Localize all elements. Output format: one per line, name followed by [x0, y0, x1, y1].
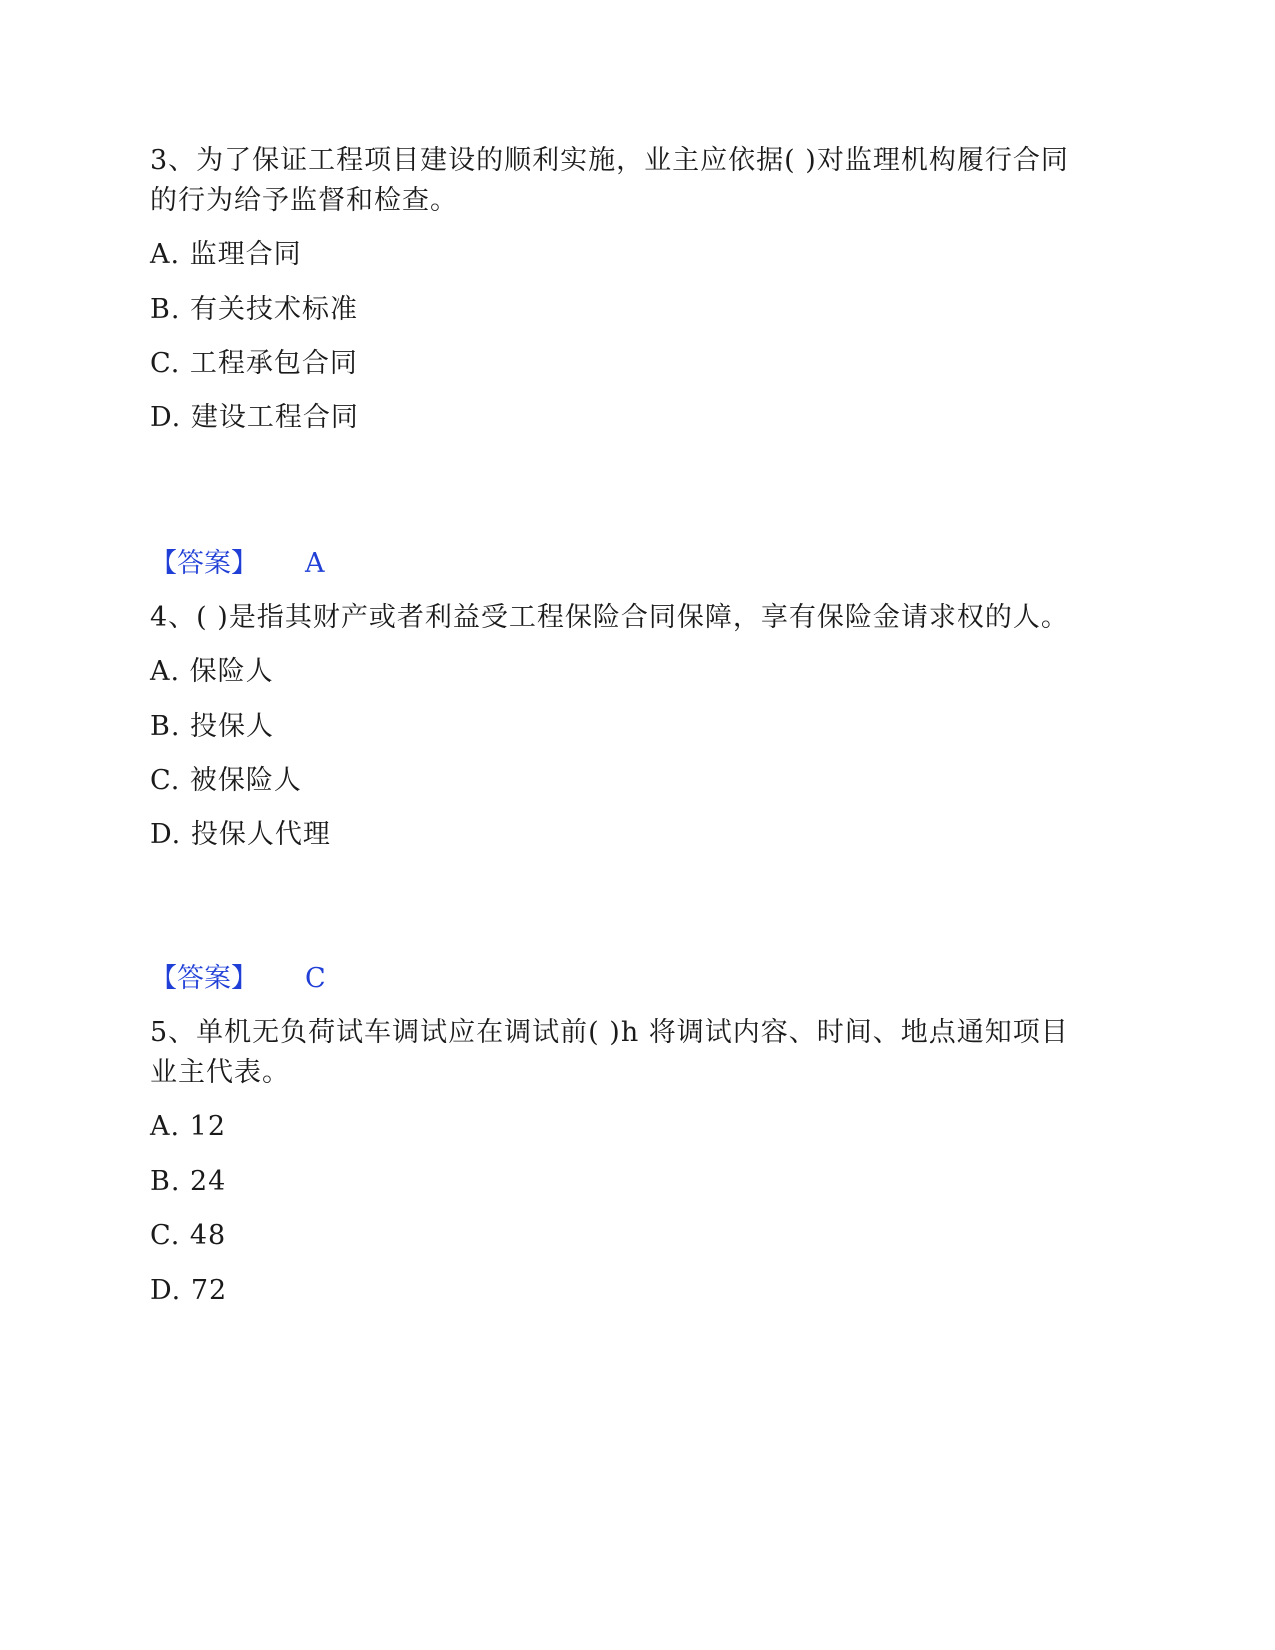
question-5-option-d: D. 72 — [150, 1275, 228, 1306]
question-5-option-b: B. 24 — [150, 1166, 227, 1197]
question-3-option-d: D. 建设工程合同 — [150, 402, 359, 433]
answer-label: 【答案】 — [150, 963, 258, 994]
answer-label: 【答案】 — [150, 548, 258, 579]
answer-value: A — [305, 548, 325, 579]
question-3-stem-line-1: 3、为了保证工程项目建设的顺利实施，业主应依据( )对监理机构履行合同 — [150, 145, 1069, 176]
question-3-option-a: A. 监理合同 — [150, 239, 302, 270]
answer-value: C — [305, 963, 326, 994]
question-4-option-b: B. 投保人 — [150, 711, 275, 742]
question-4-stem-line-1: 4、( )是指其财产或者利益受工程保险合同保障，享有保险金请求权的人。 — [150, 602, 1069, 633]
question-3-option-c: C. 工程承包合同 — [150, 348, 358, 379]
question-4-answer — [150, 958, 326, 1000]
question-4-option-c: C. 被保险人 — [150, 765, 302, 796]
question-5-stem-line-1: 5、单机无负荷试车调试应在调试前( )h 将调试内容、时间、地点通知项目 — [150, 1017, 1069, 1048]
question-5-stem-line-2: 业主代表。 — [150, 1057, 290, 1088]
question-3-answer — [150, 543, 325, 585]
question-5-option-c: C. 48 — [150, 1220, 227, 1251]
question-3-stem-line-2: 的行为给予监督和检查。 — [150, 185, 458, 216]
question-3-option-b: B. 有关技术标准 — [150, 294, 359, 325]
question-4-option-a: A. 保险人 — [150, 656, 274, 687]
question-4-option-d: D. 投保人代理 — [150, 819, 331, 850]
question-5-option-a: A. 12 — [150, 1111, 227, 1142]
